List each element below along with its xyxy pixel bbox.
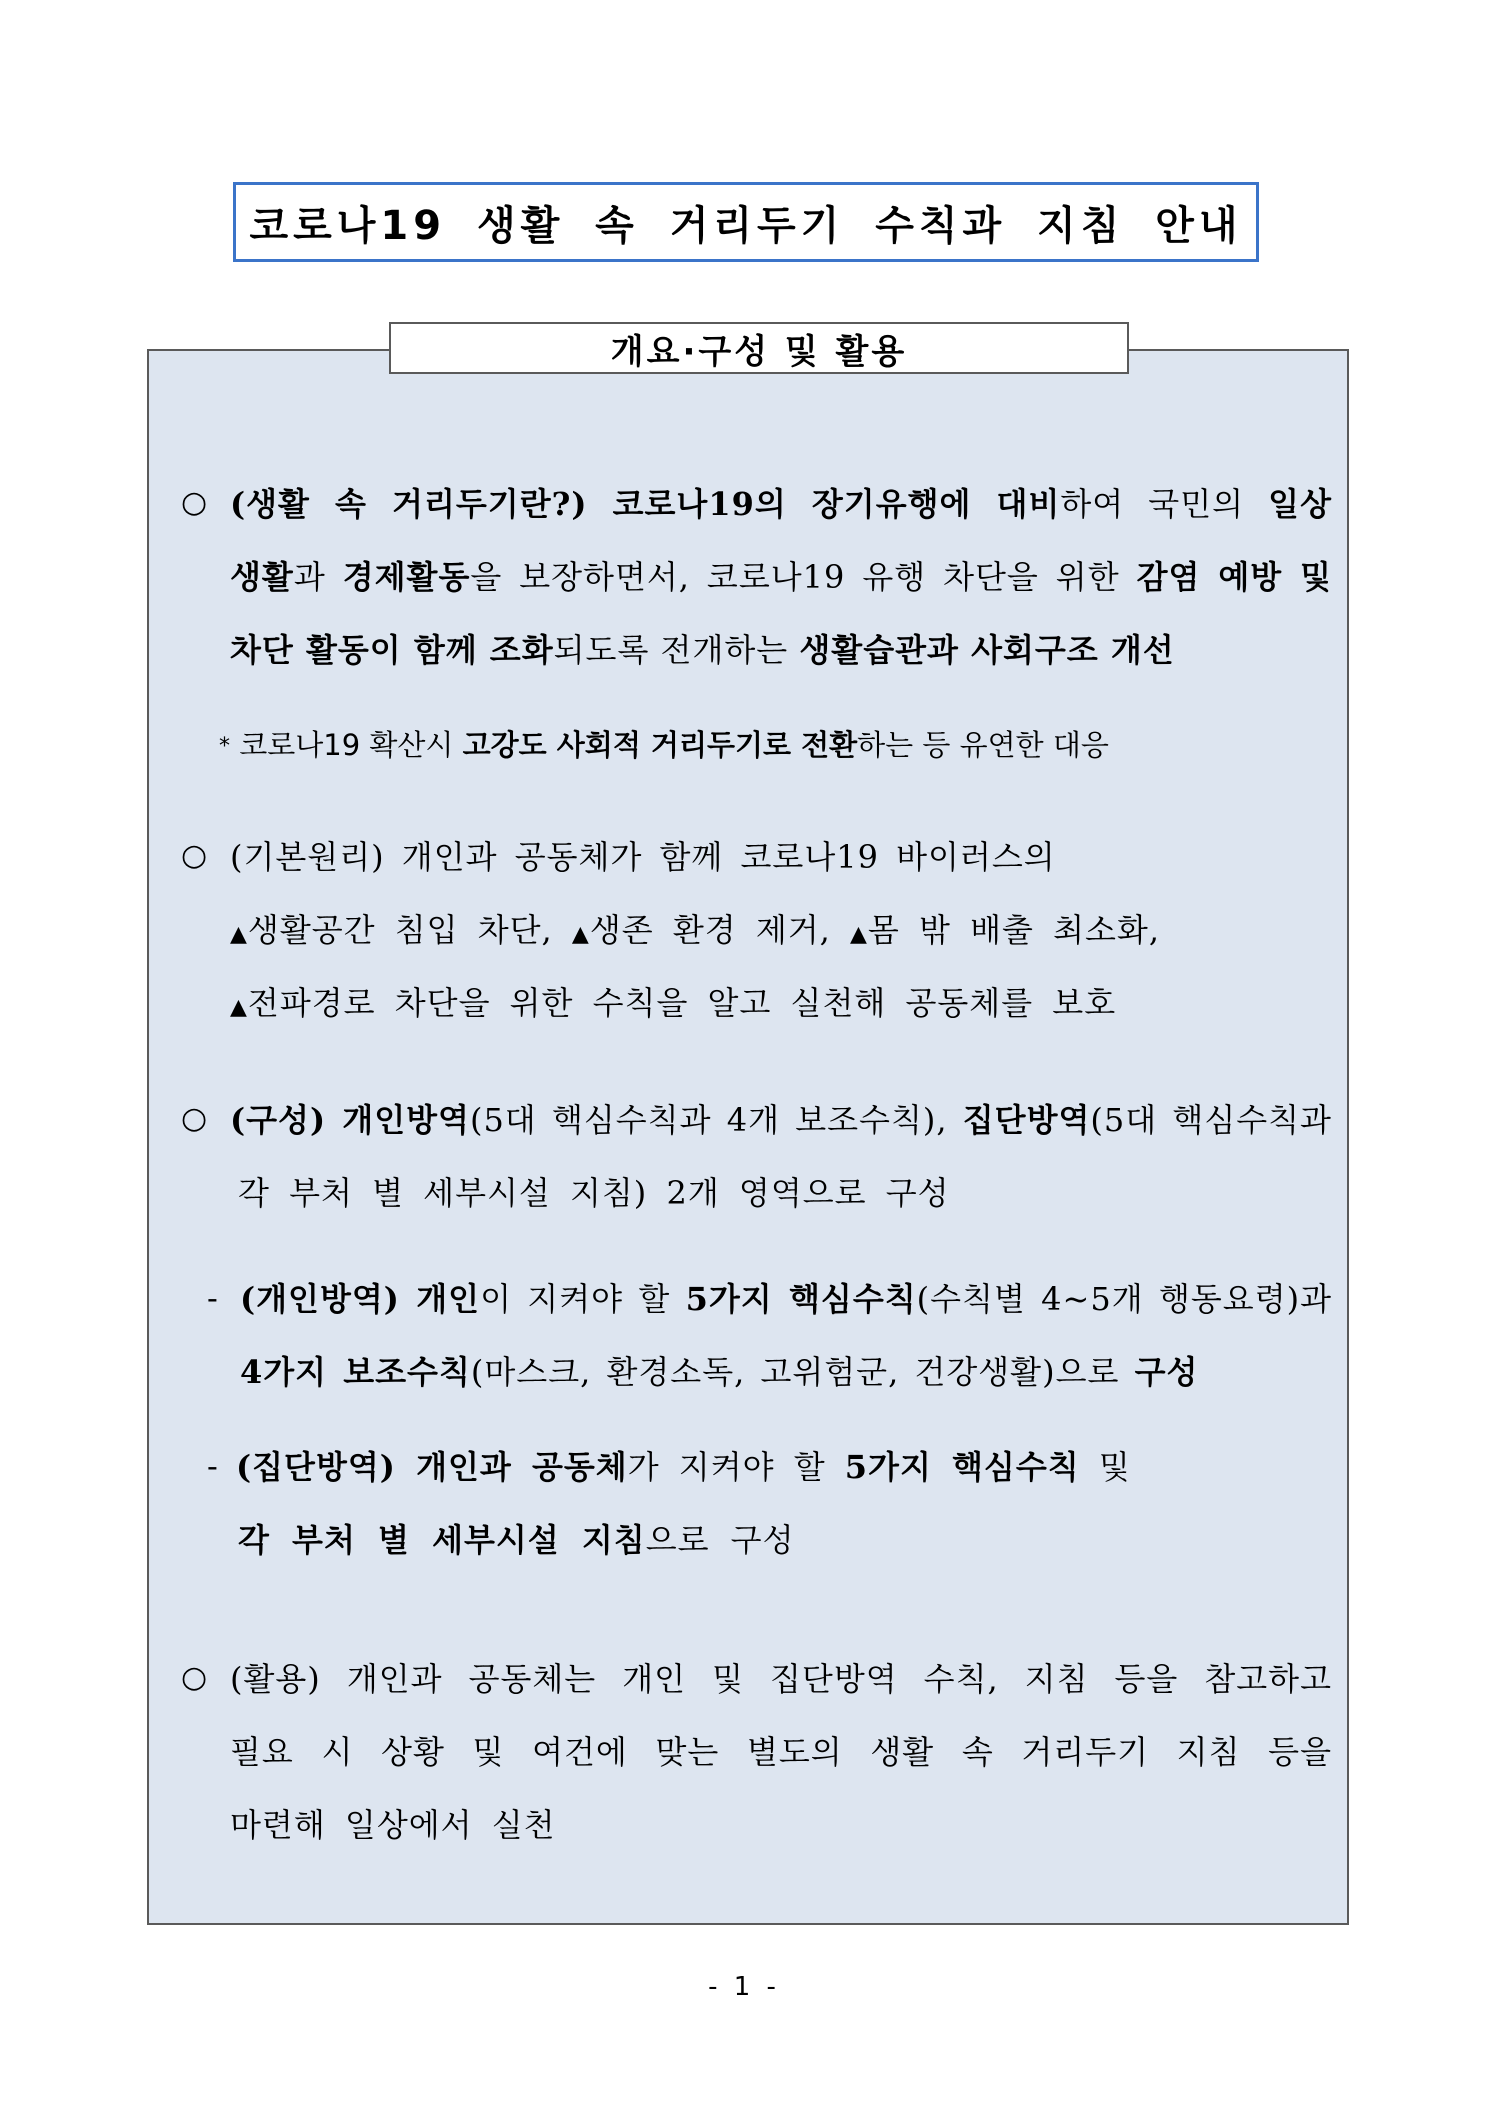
text: 을 보장하면서, 코로나19 유행 차단을 위한 — [470, 558, 1137, 596]
text: 마련해 일상에서 실천 — [230, 1806, 556, 1844]
text: 하는 등 유연한 대응 — [857, 728, 1109, 762]
triangle-icon: ▲ — [571, 922, 590, 947]
text: 고강도 사회적 거리두기로 전환 — [462, 728, 858, 762]
section-heading: 개요·구성 및 활용 — [389, 322, 1129, 374]
text: 전파경로 차단을 위한 수칙을 알고 실천해 공동체를 보호 — [247, 984, 1117, 1022]
text: (5대 핵심수칙과 — [1090, 1101, 1332, 1139]
text: 생존 환경 제거, — [589, 911, 850, 949]
text: 4가지 보조수칙 — [240, 1353, 471, 1391]
text: 차단 활동이 함께 조화 — [230, 631, 554, 669]
sub2-line1 — [236, 1447, 1131, 1487]
triangle-icon: ▲ — [230, 995, 248, 1020]
item1-line3 — [230, 630, 1175, 670]
text: 개인과 공동체는 개인 및 집단방역 수칙, 지침 등을 참고하고 — [320, 1660, 1332, 1698]
text: 일상 — [1268, 485, 1332, 523]
item4-line3 — [230, 1805, 556, 1845]
item2-heading: (기본원리) — [230, 838, 385, 876]
item2-line1 — [230, 837, 1056, 877]
text: 생활습관과 사회구조 개선 — [799, 631, 1175, 669]
item4-heading: (활용) — [230, 1660, 321, 1698]
item3-line1 — [230, 1100, 1332, 1140]
text: 개인과 공동체 — [395, 1448, 628, 1486]
item2-line2 — [230, 910, 1160, 955]
sub2-line2 — [238, 1520, 795, 1560]
item1-heading: (생활 속 거리두기란?) — [230, 485, 588, 523]
text: 생활공간 침입 차단, — [247, 911, 572, 949]
text: 몸 밖 배출 최소화, — [867, 911, 1160, 949]
text: 경제활동 — [342, 558, 471, 596]
item1-line2 — [230, 557, 1332, 597]
bullet-icon: ○ — [181, 485, 208, 520]
triangle-icon: ▲ — [850, 922, 868, 947]
text: 개인 — [399, 1280, 481, 1318]
text: 가 지켜야 할 — [627, 1448, 845, 1486]
text: (5대 핵심수칙과 4개 보조수칙), — [469, 1101, 963, 1139]
text: 각 부처 별 세부시설 지침) 2개 영역으로 구성 — [238, 1174, 950, 1212]
triangle-icon: ▲ — [230, 922, 248, 947]
text: 으로 구성 — [645, 1521, 795, 1559]
text: 필요 시 상황 및 여건에 맞는 별도의 생활 속 거리두기 지침 등을 — [230, 1733, 1332, 1771]
text: 되도록 전개하는 — [553, 631, 800, 669]
asterisk-icon: * — [219, 734, 230, 759]
text: 코로나19의 장기유행에 — [587, 485, 997, 523]
text: 집단방역 — [962, 1101, 1091, 1139]
item1-line1 — [230, 484, 1332, 524]
bullet-icon: ○ — [181, 1101, 208, 1136]
sub2-heading: (집단방역) — [236, 1448, 396, 1486]
item1-note — [219, 725, 1109, 767]
text: 5가지 핵심수칙 — [685, 1280, 917, 1318]
text: 및 — [1079, 1448, 1131, 1486]
page-number: - 1 - — [708, 1972, 780, 2002]
text: 감염 예방 및 — [1136, 558, 1333, 596]
item3-heading: (구성) 개인방역 — [230, 1101, 470, 1139]
text: 대비 — [996, 485, 1061, 523]
sub1-heading: (개인방역) — [240, 1280, 400, 1318]
bullet-icon: ○ — [181, 838, 208, 873]
dash-marker: - — [207, 1447, 218, 1485]
item3-line2 — [238, 1173, 950, 1213]
text: 5가지 핵심수칙 — [844, 1448, 1080, 1486]
dash-marker: - — [207, 1279, 218, 1317]
item4-line1 — [230, 1659, 1332, 1699]
text: 코로나19 확산시 — [239, 728, 463, 762]
text: 생활 — [230, 558, 294, 596]
text: 하여 국민의 — [1060, 485, 1269, 523]
text: 구성 — [1134, 1353, 1199, 1391]
sub1-line2 — [240, 1352, 1198, 1392]
text: 과 — [293, 558, 343, 596]
text: 각 부처 별 세부시설 지침 — [238, 1521, 646, 1559]
text: 개인과 공동체가 함께 코로나19 바이러스의 — [384, 838, 1056, 876]
document-title: 코로나19 생활 속 거리두기 수칙과 지침 안내 — [233, 182, 1259, 262]
text: (수칙별 4~5개 행동요령)과 — [916, 1280, 1332, 1318]
text: 이 지켜야 할 — [480, 1280, 686, 1318]
sub1-line1 — [240, 1279, 1332, 1319]
item4-line2 — [230, 1732, 1332, 1772]
bullet-icon: ○ — [181, 1660, 208, 1695]
item2-line3 — [230, 983, 1116, 1028]
text: (마스크, 환경소독, 고위험군, 건강생활)으로 — [470, 1353, 1135, 1391]
